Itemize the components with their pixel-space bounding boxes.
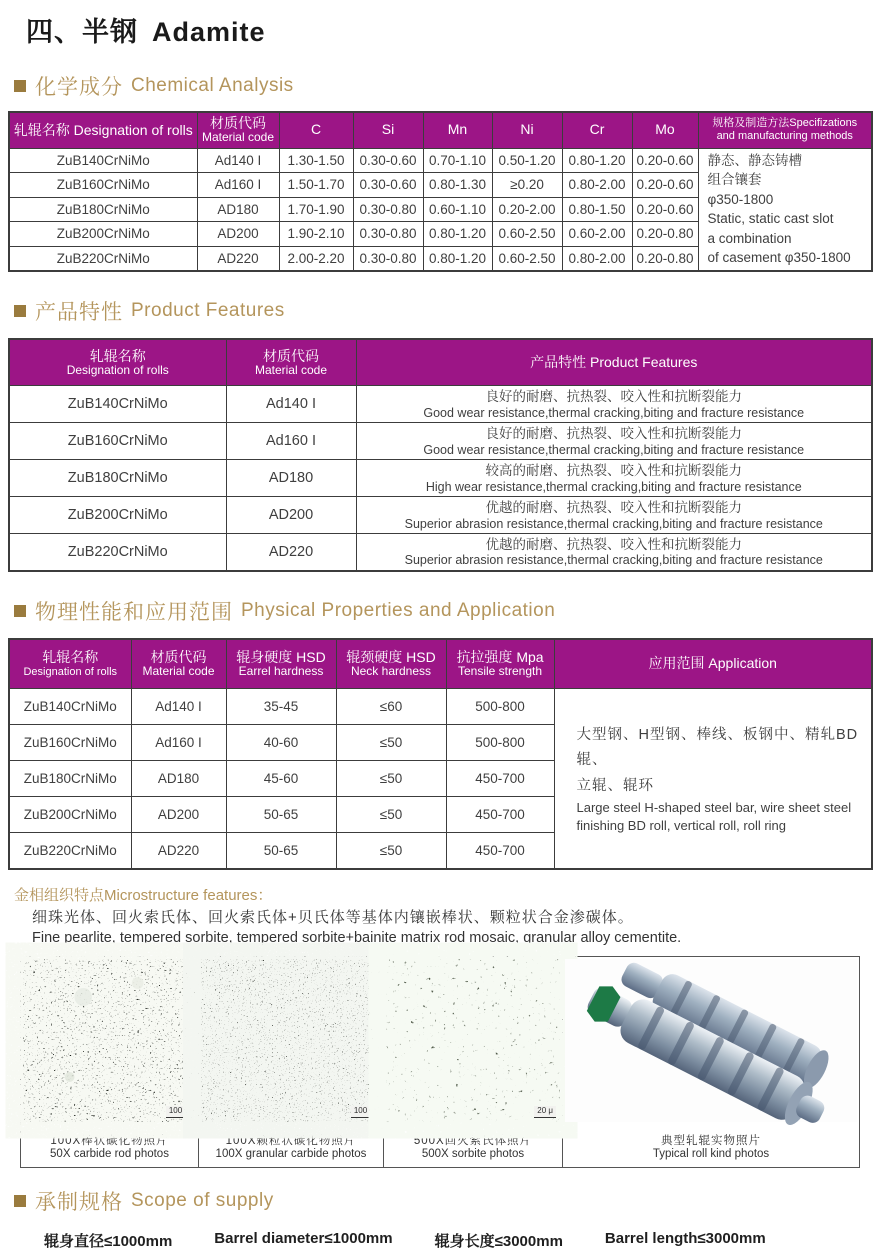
cell-barrel-hardness: 50-65 [226, 833, 336, 869]
section-chemical-title-zh: 化学成分 [35, 76, 123, 99]
cell-material-code: Ad140 I [197, 148, 279, 173]
cell-mn: 0.80-1.20 [423, 246, 492, 271]
photo-strip [20, 956, 860, 1168]
cell-mn: 0.80-1.20 [423, 222, 492, 247]
cell-roll-name: ZuB200CrNiMo [9, 797, 131, 833]
cell-roll-name: ZuB160CrNiMo [9, 423, 226, 460]
cell-material-code: AD200 [226, 497, 356, 534]
cell-ni: 0.60-2.50 [492, 222, 562, 247]
section-supply-title-en: Scope of supply [131, 1190, 274, 1212]
cell-tensile: 450-700 [446, 761, 554, 797]
page-title [26, 10, 879, 49]
scale-bar-label: 20 μ [534, 1106, 556, 1118]
cell-c: 2.00-2.20 [279, 246, 353, 271]
photo-box-sorbite [384, 957, 563, 1167]
cell-feature: 较高的耐磨、抗热裂、咬入性和抗断裂能力 High wear resistance,thermal cracking,biting and fracture resistance [356, 460, 872, 497]
section-features-heading [14, 296, 879, 326]
cell-tensile: 500-800 [446, 725, 554, 761]
cell-material-code: Ad140 I [131, 689, 226, 725]
table-row [9, 460, 872, 497]
cell-feature: 良好的耐磨、抗热裂、咬入性和抗断裂能力 Good wear resistance,thermal cracking,biting and fracture resistance [356, 423, 872, 460]
col-element-cr: Cr [562, 112, 632, 148]
cell-material-code: Ad160 I [226, 423, 356, 460]
cell-material-code: AD220 [197, 246, 279, 271]
cell-c: 1.50-1.70 [279, 173, 353, 198]
cell-material-code: AD180 [226, 460, 356, 497]
microstructure-text-en: Fine pearlite, tempered sorbite, tempered sorbite+bainite matrix rod mosaic, granular alloy cementite. [32, 929, 682, 946]
table-row [9, 497, 872, 534]
micrograph-sorbite [386, 959, 560, 1122]
square-bullet-icon [14, 80, 26, 92]
cell-material-code: AD220 [131, 833, 226, 869]
section-features-title-zh: 产品特性 [35, 300, 123, 324]
section-chemical-title-en: Chemical Analysis [131, 75, 294, 96]
cell-cr: 0.80-2.00 [562, 246, 632, 271]
cell-c: 1.30-1.50 [279, 148, 353, 173]
cell-ni: 0.20-2.00 [492, 197, 562, 222]
cell-material-code: AD220 [226, 534, 356, 571]
cell-cr: 0.60-2.00 [562, 222, 632, 247]
cell-roll-name: ZuB160CrNiMo [9, 725, 131, 761]
cell-mn: 0.80-1.30 [423, 173, 492, 198]
chemical-header-row [9, 112, 872, 148]
cell-roll-name: ZuB180CrNiMo [9, 197, 197, 222]
cell-mo: 0.20-0.80 [632, 246, 698, 271]
col-application: 应用范围 Application [554, 639, 872, 689]
supply-item: 辊身长度≤3000mm [434, 1233, 563, 1251]
cell-ni: ≥0.20 [492, 173, 562, 198]
section-physical-heading [14, 596, 879, 626]
cell-roll-name: ZuB200CrNiMo [9, 222, 197, 247]
cell-roll-name: ZuB180CrNiMo [9, 460, 226, 497]
section-physical-title-en: Physical Properties and Application [241, 599, 556, 621]
cell-material-code: AD180 [131, 761, 226, 797]
section-features-title-en: Product Features [131, 299, 285, 321]
cell-si: 0.30-0.60 [353, 148, 423, 173]
cell-roll-name: ZuB220CrNiMo [9, 246, 197, 271]
cell-c: 1.70-1.90 [279, 197, 353, 222]
col-designation: 轧辊名称 Designation of rolls [9, 339, 226, 386]
micrograph-granular-carbide [201, 959, 381, 1122]
cell-material-code: Ad140 I [226, 386, 356, 423]
table-row [9, 148, 872, 173]
cell-roll-name: ZuB140CrNiMo [9, 148, 197, 173]
micrograph-carbide-rod [23, 959, 196, 1122]
cell-tensile: 500-800 [446, 689, 554, 725]
cell-material-code: AD200 [197, 222, 279, 247]
col-designation: 轧辊名称 Designation of rolls [9, 112, 197, 148]
section-supply-heading [14, 1186, 879, 1216]
cell-ni: 0.60-2.50 [492, 246, 562, 271]
cell-barrel-hardness: 35-45 [226, 689, 336, 725]
cell-si: 0.30-0.80 [353, 246, 423, 271]
photo-caption: 100X颗粒状碳化物照片 100X granular carbide photos [199, 1124, 383, 1167]
cell-feature: 优越的耐磨、抗热裂、咬入性和抗断裂能力 Superior abrasion resistance,thermal cracking,biting and fracture resistance [356, 497, 872, 534]
table-row [9, 423, 872, 460]
section-supply-title-zh: 承制规格 [35, 1191, 123, 1215]
table-row [9, 689, 872, 725]
col-material-code: 材质代码 Material code [226, 339, 356, 386]
square-bullet-icon [14, 1195, 26, 1207]
cell-roll-name: ZuB140CrNiMo [9, 386, 226, 423]
cell-roll-name: ZuB180CrNiMo [9, 761, 131, 797]
page-title-en: Adamite [152, 17, 266, 47]
photo-box-carbide-rod [21, 957, 199, 1167]
square-bullet-icon [14, 605, 26, 617]
physical-header-row [9, 639, 872, 689]
col-element-mn: Mn [423, 112, 492, 148]
cell-feature: 良好的耐磨、抗热裂、咬入性和抗断裂能力 Good wear resistance,thermal cracking,biting and fracture resistance [356, 386, 872, 423]
col-element-ni: Ni [492, 112, 562, 148]
supply-item: Barrel diameter≤1000mm [214, 1230, 393, 1248]
photo-box-granular-carbide [199, 957, 384, 1167]
cell-neck-hardness: ≤60 [336, 689, 446, 725]
table-row [9, 534, 872, 571]
cell-mo: 0.20-0.80 [632, 222, 698, 247]
microstructure-label: 金相组织特点Microstructure features： [14, 886, 273, 904]
photo-caption: 典型轧辊实物照片 Typical roll kind photos [563, 1124, 859, 1167]
cell-roll-name: ZuB200CrNiMo [9, 497, 226, 534]
catalog-page [0, 10, 879, 1251]
col-tensile-strength: 抗拉强度 Mpa Tensile strength [446, 639, 554, 689]
supply-item: 辊身直径≤1000mm [44, 1233, 173, 1251]
cell-roll-name: ZuB160CrNiMo [9, 173, 197, 198]
col-specs-methods: 规格及制造方法Specifizations and manufacturing methods [698, 112, 872, 148]
cell-mn: 0.70-1.10 [423, 148, 492, 173]
supply-item: Barrel length≤3000mm [604, 1230, 766, 1248]
roll-product-photo [565, 959, 857, 1122]
cell-ni: 0.50-1.20 [492, 148, 562, 173]
photo-caption: 500X回火索氏体照片 500X sorbite photos [384, 1124, 562, 1167]
section-physical-title-zh: 物理性能和应用范围 [35, 600, 233, 624]
cell-roll-name: ZuB220CrNiMo [9, 534, 226, 571]
cell-si: 0.30-0.60 [353, 173, 423, 198]
photo-caption: 100X棒状碳化物照片 50X carbide rod photos [21, 1124, 198, 1167]
cell-feature: 优越的耐磨、抗热裂、咬入性和抗断裂能力 Superior abrasion resistance,thermal cracking,biting and fracture resistance [356, 534, 872, 571]
application-cell: 大型钢、H型钢、棒线、板钢中、精轧BD辊、 立辊、辊环 Large steel H-shaped steel bar, wire sheet steel finishing BD roll, vertical roll, roll ring [554, 689, 872, 869]
cell-mn: 0.60-1.10 [423, 197, 492, 222]
scale-bar-label: 100 μ [166, 1106, 192, 1118]
cell-mo: 0.20-0.60 [632, 197, 698, 222]
col-material-code: 材质代码 Material code [197, 112, 279, 148]
col-material-code: 材质代码 Material code [131, 639, 226, 689]
col-product-features: 产品特性 Product Features [356, 339, 872, 386]
features-header-row [9, 339, 872, 386]
cell-neck-hardness: ≤50 [336, 797, 446, 833]
cell-barrel-hardness: 40-60 [226, 725, 336, 761]
square-bullet-icon [14, 305, 26, 317]
cell-material-code: AD180 [197, 197, 279, 222]
table-row [9, 386, 872, 423]
cell-cr: 0.80-2.00 [562, 173, 632, 198]
col-element-si: Si [353, 112, 423, 148]
microstructure-section [14, 884, 879, 948]
cell-neck-hardness: ≤50 [336, 725, 446, 761]
cell-neck-hardness: ≤50 [336, 761, 446, 797]
cell-material-code: AD200 [131, 797, 226, 833]
col-neck-hardness: 辊颈硬度 HSD Neck hardness [336, 639, 446, 689]
cell-cr: 0.80-1.50 [562, 197, 632, 222]
col-element-c: C [279, 112, 353, 148]
physical-properties-table [8, 638, 873, 870]
cell-neck-hardness: ≤50 [336, 833, 446, 869]
cell-barrel-hardness: 50-65 [226, 797, 336, 833]
cell-roll-name: ZuB140CrNiMo [9, 689, 131, 725]
cell-cr: 0.80-1.20 [562, 148, 632, 173]
col-designation: 轧辊名称 Designation of rolls [9, 639, 131, 689]
cell-mo: 0.20-0.60 [632, 173, 698, 198]
cell-roll-name: ZuB220CrNiMo [9, 833, 131, 869]
cell-material-code: Ad160 I [197, 173, 279, 198]
cell-tensile: 450-700 [446, 797, 554, 833]
specs-methods-cell: 静态、静态铸槽 组合镶套 φ350-1800 Static, static cast slot a combination of casement φ350-1800 [698, 148, 872, 271]
chemical-analysis-table [8, 111, 873, 272]
col-element-mo: Mo [632, 112, 698, 148]
cell-barrel-hardness: 45-60 [226, 761, 336, 797]
photo-box-roll-photo [563, 957, 859, 1167]
section-chemical-heading [14, 71, 879, 101]
cell-tensile: 450-700 [446, 833, 554, 869]
col-barrel-hardness: 辊身硬度 HSD Earrel hardness [226, 639, 336, 689]
product-features-table [8, 338, 873, 572]
cell-si: 0.30-0.80 [353, 197, 423, 222]
supply-specs-line [44, 1230, 879, 1251]
page-title-zh: 四、半钢 [26, 17, 138, 47]
cell-si: 0.30-0.80 [353, 222, 423, 247]
cell-c: 1.90-2.10 [279, 222, 353, 247]
microstructure-text-zh: 细珠光体、回火索氏体、回火索氏体+贝氏体等基体内镶嵌棒状、颗粒状合金渗碳体。 [32, 908, 634, 926]
cell-material-code: Ad160 I [131, 725, 226, 761]
cell-mo: 0.20-0.60 [632, 148, 698, 173]
scale-bar-label: 100 μ [351, 1106, 377, 1118]
